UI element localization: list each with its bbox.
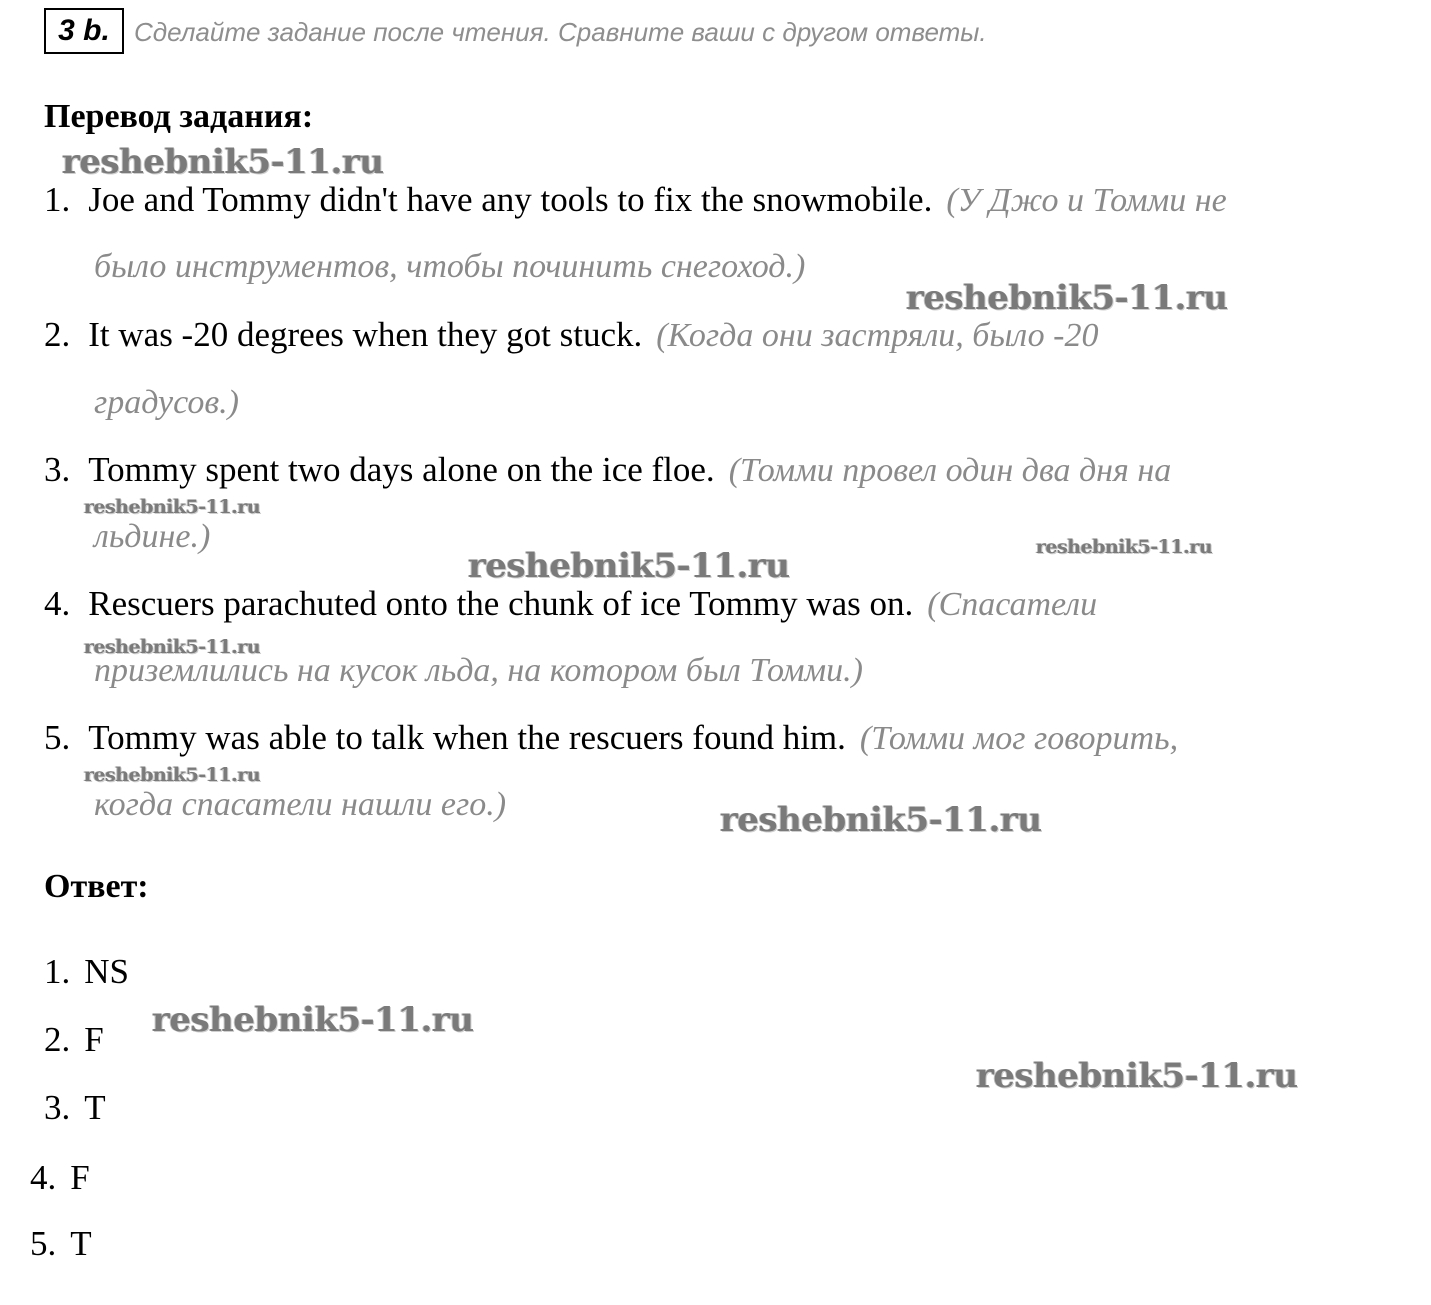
- russian-translation-continued: приземлились на кусок льда, на котором был Томми.): [94, 652, 863, 689]
- watermark: reshebnik5-11.ru: [84, 636, 261, 658]
- russian-translation-continued: было инструментов, чтобы починить снегоход.): [94, 248, 806, 285]
- answer-item-2: [44, 1020, 104, 1060]
- watermark: reshebnik5-11.ru: [84, 764, 261, 786]
- answer-item-3: [44, 1088, 106, 1128]
- watermark: reshebnik5-11.ru: [976, 1056, 1298, 1096]
- answer-number: 2.: [44, 1020, 71, 1059]
- russian-translation-continued: градусов.): [94, 384, 239, 421]
- watermark: reshebnik5-11.ru: [906, 278, 1228, 318]
- watermark: reshebnik5-11.ru: [468, 546, 790, 586]
- answer-item-4: [30, 1158, 90, 1198]
- answer-value: F: [84, 1020, 104, 1059]
- answer-item-5: [30, 1224, 92, 1264]
- item-number: 5.: [44, 718, 71, 757]
- watermark: reshebnik5-11.ru: [62, 142, 384, 182]
- russian-translation: (Томми мог говорить,: [859, 720, 1179, 757]
- russian-translation-continued: льдине.): [94, 518, 211, 555]
- answer-number: 5.: [30, 1224, 57, 1263]
- answer-value: F: [70, 1158, 90, 1197]
- russian-translation-continued: когда спасатели нашли его.): [94, 786, 507, 823]
- task-instruction: Сделайте задание после чтения. Сравните ваши с другом ответы.: [134, 17, 987, 47]
- watermark: reshebnik5-11.ru: [1036, 536, 1213, 558]
- english-sentence: Tommy was able to talk when the rescuers found him.: [88, 718, 846, 757]
- russian-translation: (Спасатели: [927, 586, 1098, 623]
- english-sentence: It was -20 degrees when they got stuck.: [88, 315, 643, 354]
- item-number: 1.: [44, 180, 71, 219]
- translation-heading: Перевод задания:: [44, 98, 314, 135]
- watermark: reshebnik5-11.ru: [84, 496, 261, 518]
- answer-number: 4.: [30, 1158, 57, 1197]
- english-sentence: Joe and Tommy didn't have any tools to fix the snowmobile.: [88, 180, 933, 219]
- russian-translation: (Томми провел один два дня на: [728, 452, 1172, 489]
- answer-value: T: [70, 1224, 92, 1263]
- english-sentence: Rescuers parachuted onto the chunk of ice Tommy was on.: [88, 584, 914, 623]
- translation-item-2: [44, 315, 1099, 355]
- translation-item-5: [44, 718, 1178, 758]
- watermark: reshebnik5-11.ru: [152, 1000, 474, 1040]
- russian-translation: (Когда они застряли, было -20: [656, 317, 1099, 354]
- answer-number: 3.: [44, 1088, 71, 1127]
- translation-item-4: [44, 584, 1097, 624]
- item-number: 2.: [44, 315, 71, 354]
- item-number: 4.: [44, 584, 71, 623]
- english-sentence: Tommy spent two days alone on the ice floe.: [88, 450, 715, 489]
- answer-heading: Ответ:: [44, 868, 149, 905]
- translation-item-1: [44, 180, 1227, 220]
- answer-value: NS: [84, 952, 129, 991]
- task-number: 3 b.: [58, 14, 110, 47]
- translation-item-3: [44, 450, 1171, 490]
- task-number-box: [44, 8, 124, 54]
- answer-item-1: [44, 952, 129, 992]
- watermark: reshebnik5-11.ru: [720, 800, 1042, 840]
- russian-translation: (У Джо и Томми не: [946, 182, 1227, 219]
- answer-number: 1.: [44, 952, 71, 991]
- answer-value: T: [84, 1088, 106, 1127]
- item-number: 3.: [44, 450, 71, 489]
